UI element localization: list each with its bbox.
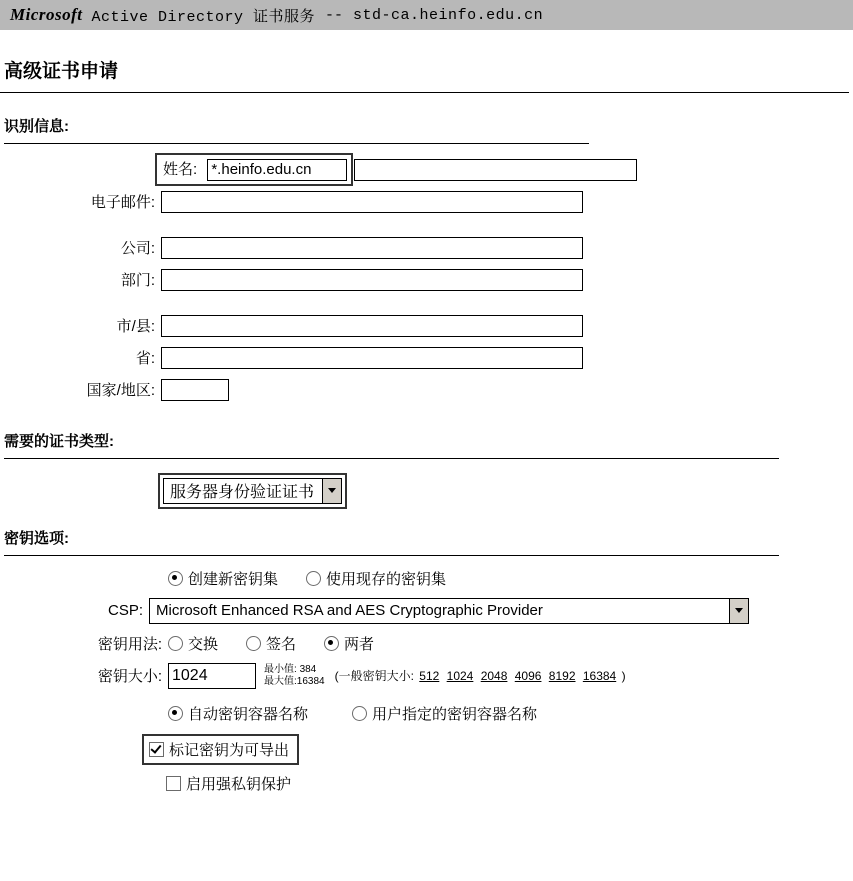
banner-hostname: std-ca.heinfo.edu.cn xyxy=(353,6,544,24)
section-heading-cert-type: 需要的证书类型: xyxy=(4,432,114,450)
key-size-input[interactable] xyxy=(168,663,256,689)
cert-type-select-focus-ring xyxy=(158,473,347,509)
strong-protection-checkbox[interactable] xyxy=(166,776,181,791)
key-size-link-2048[interactable]: 2048 xyxy=(480,669,508,683)
key-size-max-label: 最大值: xyxy=(264,675,297,687)
usage-both-label: 两者 xyxy=(344,635,375,653)
state-input[interactable] xyxy=(161,347,583,369)
container-auto-label: 自动密钥容器名称 xyxy=(188,705,309,723)
keyset-radio-row xyxy=(168,568,853,589)
field-row-department xyxy=(0,264,637,296)
title-divider xyxy=(0,92,849,93)
key-usage-row xyxy=(76,633,853,654)
label-company: 公司: xyxy=(120,240,155,257)
key-size-link-4096[interactable]: 4096 xyxy=(514,669,542,683)
usage-signature-label: 签名 xyxy=(266,635,297,653)
common-sizes-prefix: (一般密钥大小: xyxy=(334,669,414,683)
keyset-new-option[interactable] xyxy=(168,568,278,589)
chevron-down-icon[interactable] xyxy=(729,599,748,623)
key-options-block xyxy=(0,568,853,794)
key-size-link-1024[interactable]: 1024 xyxy=(446,669,474,683)
mark-exportable-row xyxy=(142,734,853,765)
microsoft-brand: Microsoft xyxy=(10,5,83,24)
label-email: 电子邮件: xyxy=(90,194,155,211)
usage-signature-radio[interactable] xyxy=(246,636,261,651)
app-banner xyxy=(0,0,853,30)
chevron-down-icon[interactable] xyxy=(322,479,341,503)
field-row-name xyxy=(0,153,637,186)
container-user-label: 用户指定的密钥容器名称 xyxy=(372,705,538,723)
page-title: 高级证书申请 xyxy=(4,61,119,82)
key-usage-label: 密钥用法: xyxy=(97,635,162,653)
label-cell-name xyxy=(0,153,161,186)
container-auto-radio[interactable] xyxy=(168,706,183,721)
banner-separator: -- xyxy=(325,6,344,24)
input-cell-city xyxy=(161,296,637,342)
mark-exportable-label: 标记密钥为可导出 xyxy=(169,741,290,759)
section-heading-key-options: 密钥选项: xyxy=(4,529,69,547)
label-state: 省: xyxy=(135,350,155,367)
key-options-divider xyxy=(4,555,779,556)
name-input[interactable] xyxy=(207,159,347,181)
cert-type-divider xyxy=(4,458,779,459)
cert-type-select[interactable] xyxy=(163,478,342,504)
field-row-country xyxy=(0,374,637,406)
key-size-link-8192[interactable]: 8192 xyxy=(548,669,576,683)
strong-protection-row[interactable] xyxy=(166,773,853,794)
key-size-minmax xyxy=(264,664,325,688)
usage-exchange-radio[interactable] xyxy=(168,636,183,651)
input-cell-email xyxy=(161,186,637,218)
container-user-radio[interactable] xyxy=(352,706,367,721)
city-input[interactable] xyxy=(161,315,583,337)
country-input[interactable] xyxy=(161,379,229,401)
usage-signature-option[interactable] xyxy=(246,633,296,654)
label-name: 姓名: xyxy=(163,161,198,178)
keyset-existing-label: 使用现存的密钥集 xyxy=(326,570,447,588)
strong-protection-label: 启用强私钥保护 xyxy=(186,775,292,793)
label-country: 国家/地区: xyxy=(86,382,155,399)
input-cell-company xyxy=(161,218,637,264)
container-auto-option[interactable] xyxy=(168,703,308,724)
keyset-existing-option[interactable] xyxy=(306,568,446,589)
section-heading-identity: 识别信息: xyxy=(4,118,69,135)
container-name-row xyxy=(168,703,853,724)
name-field-focus-ring xyxy=(155,153,353,186)
csp-label: CSP: xyxy=(108,602,144,619)
csp-select[interactable] xyxy=(149,598,749,624)
mark-exportable-focus-ring[interactable] xyxy=(142,734,299,765)
key-size-link-512[interactable]: 512 xyxy=(419,669,440,683)
identity-form xyxy=(0,153,637,406)
label-department: 部门: xyxy=(120,272,155,289)
department-input[interactable] xyxy=(161,269,583,291)
usage-exchange-option[interactable] xyxy=(168,633,218,654)
key-size-link-16384[interactable]: 16384 xyxy=(582,669,617,683)
input-cell-name xyxy=(161,153,637,186)
csp-row xyxy=(108,598,853,624)
container-user-option[interactable] xyxy=(352,703,537,724)
usage-both-radio[interactable] xyxy=(324,636,339,651)
banner-product-name: Active Directory 证书服务 xyxy=(91,8,316,26)
field-row-company xyxy=(0,218,637,264)
usage-exchange-label: 交换 xyxy=(188,635,219,653)
company-input[interactable] xyxy=(161,237,583,259)
input-cell-country xyxy=(161,374,637,406)
key-size-min-value: 384 xyxy=(299,663,317,675)
key-size-max-value: 16384 xyxy=(296,675,325,687)
key-size-min-label: 最小值: xyxy=(264,663,297,675)
key-size-label: 密钥大小: xyxy=(97,668,162,685)
keyset-new-label: 创建新密钥集 xyxy=(188,570,279,588)
field-row-email xyxy=(0,186,637,218)
cert-type-selected-value: 服务器身份验证证书 xyxy=(170,484,315,501)
email-input[interactable] xyxy=(161,191,583,213)
usage-both-option[interactable] xyxy=(324,633,374,654)
keyset-new-radio[interactable] xyxy=(168,571,183,586)
common-key-sizes-hint xyxy=(335,667,626,684)
field-row-city xyxy=(0,296,637,342)
identity-divider xyxy=(4,143,589,144)
csp-selected-value: Microsoft Enhanced RSA and AES Cryptographic Provider xyxy=(156,602,543,619)
keyset-existing-radio[interactable] xyxy=(306,571,321,586)
name-input-extension[interactable] xyxy=(354,159,637,181)
mark-exportable-checkbox[interactable] xyxy=(149,742,164,757)
key-size-row xyxy=(76,663,853,689)
field-row-state xyxy=(0,342,637,374)
common-sizes-suffix: ) xyxy=(621,669,626,683)
input-cell-department xyxy=(161,264,637,296)
input-cell-state xyxy=(161,342,637,374)
label-city: 市/县: xyxy=(116,318,155,335)
